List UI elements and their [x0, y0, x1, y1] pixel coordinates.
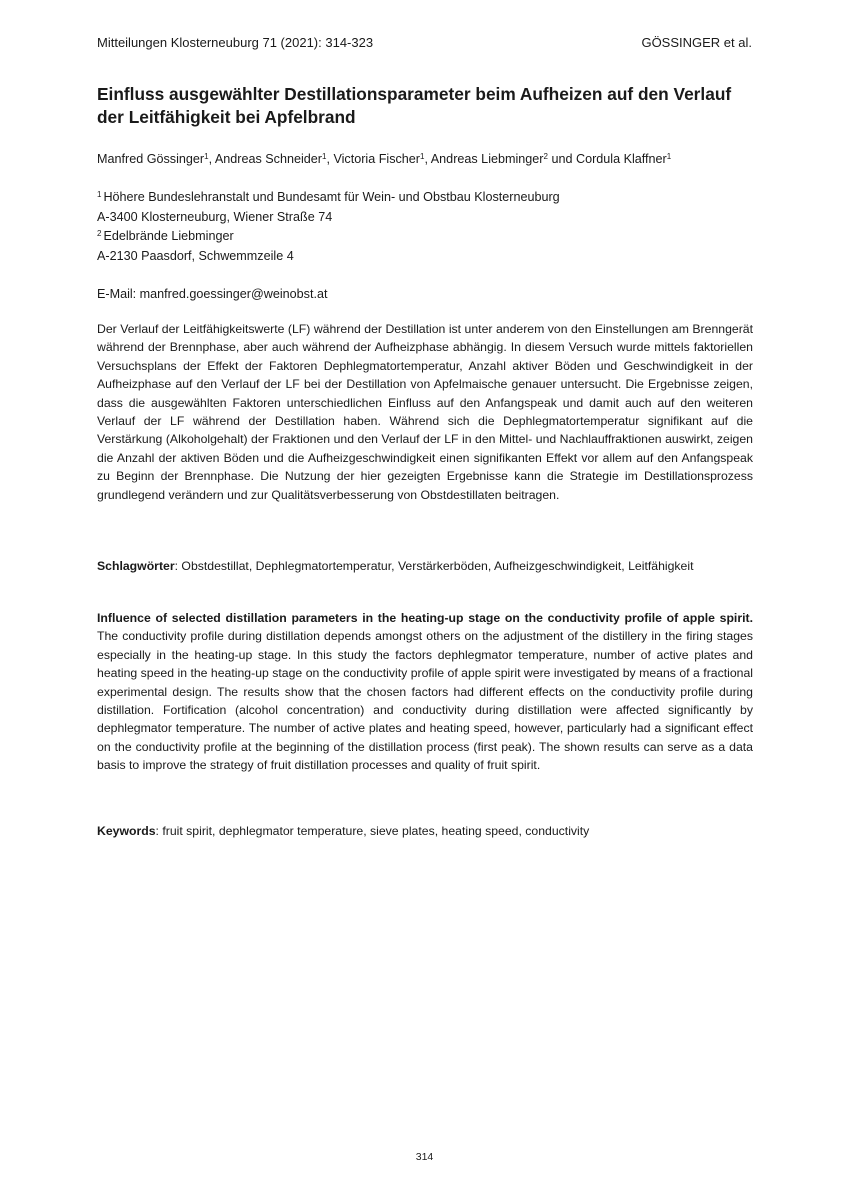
affiliation-address: A-2130 Paasdorf, Schwemmzeile 4: [97, 248, 294, 263]
paper-title: Einfluss ausgewählter Destillationsparameter beim Aufheizen auf den Verlauf der Leitfähigkeit bei Apfelbrand: [97, 84, 732, 127]
author-name: Andreas Liebminger: [430, 152, 544, 166]
running-head: [97, 34, 752, 52]
author-separator: ,: [208, 152, 215, 166]
author: [431, 152, 576, 166]
author: [333, 152, 430, 166]
author-name: Cordula Klaffner: [575, 152, 667, 166]
affiliation-text: Edelbrände Liebminger: [103, 229, 234, 243]
affiliation-mark: 2: [97, 229, 102, 238]
author-separator: und: [547, 152, 576, 166]
author-affiliation-mark: 2: [543, 152, 548, 161]
running-head-authors: GÖSSINGER et al.: [641, 35, 752, 50]
keywords-english-label: Keywords: [97, 824, 156, 838]
journal-citation: Mitteilungen Klosterneuburg 71 (2021): 314-323: [97, 35, 374, 50]
keywords-german: [97, 557, 753, 575]
abstract-english: [97, 609, 753, 775]
author-affiliation-mark: 1: [666, 152, 672, 161]
affiliation-mark: 1: [97, 190, 102, 199]
keywords-english-text: : fruit spirit, dephlegmator temperature, sieve plates, heating speed, conductivity: [155, 824, 590, 838]
author: [576, 152, 671, 166]
abstract-english-text: The conductivity profile during distillation depends amongst others on the adjustment of the distillery in the firing stages especially in the heating-up stage. In this study the factors dephlegmator temperature, number of active plates and heating speed in the heating-up stage on the conductivity profile of apple spirit were investigated by means of a fractional experimental design. The results show that the chosen factors had different effects on the conductivity profile during distillation. Fortification (alcohol concentration) and conductivity during distillation were affected significantly by dephlegmator temperature. The number of active plates and heating speed, however, particularly had a significant effect on the conductivity profile at the beginning of the distillation process (first peak). The shown results can serve as a data basis to improve the strategy of fruit distillation processes and quality of fruit spirit.: [97, 629, 753, 773]
keywords-german-label: Schlagwörter: [97, 559, 175, 573]
author-separator: ,: [424, 152, 431, 166]
author-separator: ,: [326, 152, 334, 166]
english-title: Influence of selected distillation parameters in the heating-up stage on the conductivity profile of apple spirit.: [97, 611, 753, 625]
affiliation-name: [97, 227, 757, 247]
keywords-english: [97, 822, 753, 840]
author-affiliation-mark: 1: [420, 152, 425, 161]
affiliation-address: A-3400 Klosterneuburg, Wiener Straße 74: [97, 209, 333, 224]
author-name: Victoria Fischer: [333, 152, 421, 166]
author-affiliation-mark: 1: [322, 152, 327, 161]
author: [215, 152, 334, 166]
author-list: [97, 150, 757, 168]
author-name: Manfred Gössinger: [97, 152, 205, 166]
affiliation-text: Höhere Bundeslehranstalt und Bundesamt für Wein- und Obstbau Klosterneuburg: [103, 190, 560, 204]
author-name: Andreas Schneider: [214, 152, 322, 166]
affiliation-list: [97, 188, 757, 266]
contact-email: E-Mail: manfred.goessinger@weinobst.at: [97, 287, 328, 301]
abstract-german: Der Verlauf der Leitfähigkeitswerte (LF) während der Destillation ist unter anderem von den Einstellungen am Brenngerät während der Brennphase, aber auch während der Aufheizphase abhängig. In diesem Versuch wurde mittels faktoriellen Versuchsplans der Effekt der Faktoren Dephlegmatortemperatur, Anzahl aktiver Böden und Geschwindigkeit in der Aufheizphase auf den Verlauf der LF bei der Destillation von Apfelmaische genauer untersucht. Die Ergebnisse zeigen, dass die ausgewählten Faktoren unterschiedlichen Einfluss auf den Anfangspeak und damit auch auf den weiteren Verlauf der LF während der Destillation haben. Während sich die Dephlegmatortemperatur signifikant auf die Verstärkung (Alkoholgehalt) der Fraktionen und den Verlauf der LF in den Mittel- und Nachlauffraktionen auswirkt, zeigen die Anzahl der aktiven Böden und die Aufheizgeschwindigkeit einen signifikanten Effekt vor allem auf den Anfangspeak zu Beginn der Brennphase. Die Nutzung der hier gezeigten Ergebnisse kann die Strategie im Destillationsprozess grundlegend verändern und zur Qualitätsverbesserung von Obstdestillaten beitragen.: [97, 322, 753, 502]
author: [97, 152, 215, 166]
keywords-german-text: : Obstdestillat, Dephlegmatortemperatur, Verstärkerböden, Aufheizgeschwindigkeit, Leitfähigkeit: [174, 559, 694, 573]
affiliation-name: [97, 188, 757, 208]
page-number: 314: [415, 1151, 434, 1163]
author-affiliation-mark: 1: [204, 152, 209, 161]
